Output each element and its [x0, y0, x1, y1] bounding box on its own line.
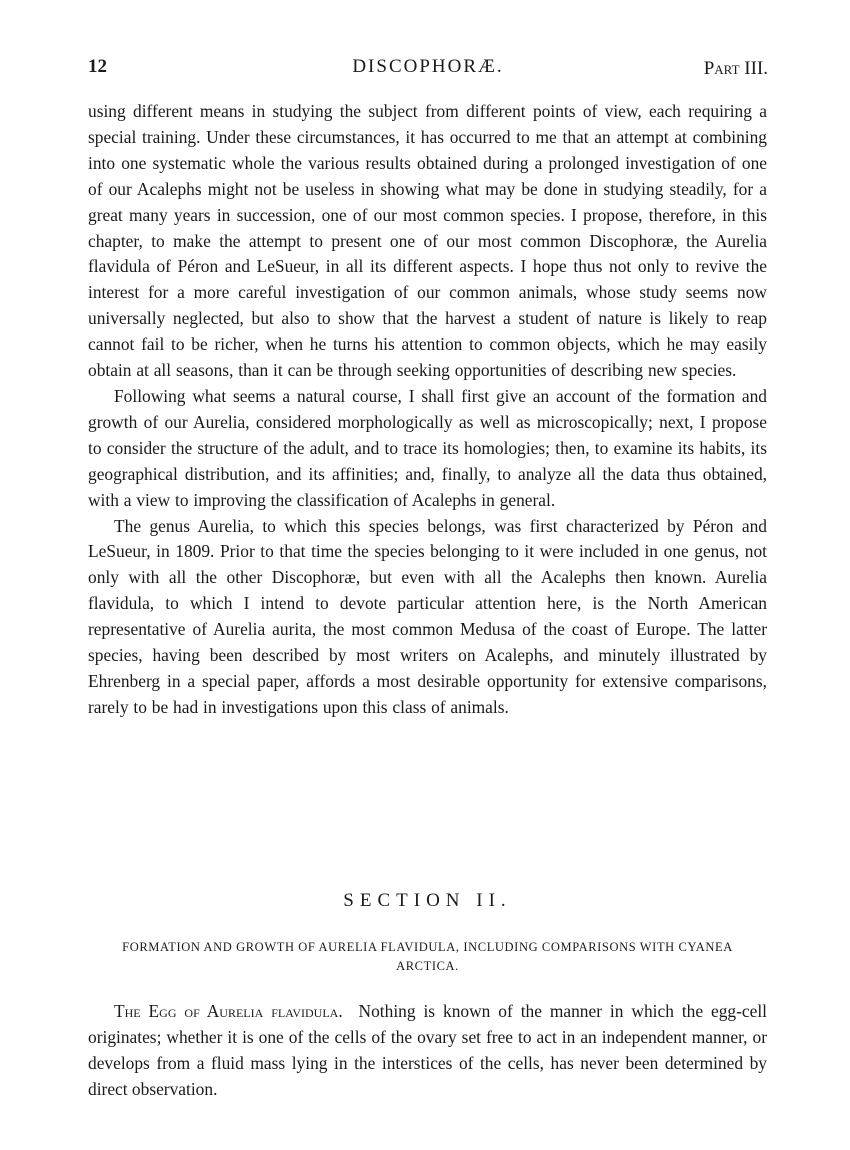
paragraph-egg — [88, 999, 767, 1103]
section-subtitle: FORMATION AND GROWTH OF AURELIA FLAVIDULA, INCLUDING COMPARISONS WITH CYANEA ARCTICA. — [122, 940, 733, 973]
running-title: DISCOPHORÆ. — [352, 56, 504, 77]
paragraph-egg-text: Nothing is known of the manner in which the egg-cell originates; whether it is one of the cells of the ovary set free to act in an independent manner, or develops from a fluid mass lying in the interstices of the cells, has never been determined by direct observation. — [88, 1001, 767, 1099]
part-label: Part III. — [703, 58, 768, 79]
section-text — [88, 999, 767, 1103]
paragraph-continued: using different means in studying the subject from different points of view, each requiring a special training. Under these circumstances, it has occurred to me that an attempt at combining into one systematic whole the various results obtained during a prolonged investigation of one of our Acalephs might not be useless in showing what may be done in studying steadily, for a great many years in succession, one of our most common species. I propose, therefore, in this chapter, to make the attempt to present one of our most common Discophoræ, the Aurelia flavidula of Péron and LeSueur, in all its different aspects. I hope thus not only to revive the interest for a more careful investigation of our common animals, whose study seems now universally neglected, but also to show that the harvest a student of nature is likely to reap cannot fail to be richer, when he turns his attention to common objects, which he may easily obtain at all seasons, than it can be through seeking opportunities of describing new species. — [88, 101, 767, 381]
paragraph-genus: The genus Aurelia, to which this species belongs, was first characterized by Péron and LeSueur, in 1809. Prior to that time the species belonging to it were included in one genus, not only with all the other Discophoræ, but even with all the Acalephs then known. Aurelia flavidula, to which I intend to devote particular attention here, is the North American representative of Aurelia aurita, the most common Medusa of the coast of Europe. The latter species, having been described by most writers on Acalephs, and minutely illustrated by Ehrenberg in a special paper, affords a most desirable opportunity for extensive comparisons, rarely to be had in investigations upon this class of animals. — [88, 515, 767, 717]
section-heading: SECTION II. — [343, 890, 512, 911]
main-text — [88, 99, 767, 721]
lead-in: The Egg of Aurelia flavidula. — [114, 1001, 343, 1021]
running-header — [88, 56, 768, 82]
page-number: 12 — [88, 56, 107, 77]
paragraph-plan: Following what seems a natural course, I shall first give an account of the formation and growth of our Aurelia, considered morphologically as well as microscopically; next, I propose to consider the structure of the adult, and to trace its homologies; then, to examine its habits, its geographical distribution, and its affinities; and, finally, to analyze all the data thus obtained, with a view to improving the classification of Acalephs in general. — [88, 385, 767, 510]
